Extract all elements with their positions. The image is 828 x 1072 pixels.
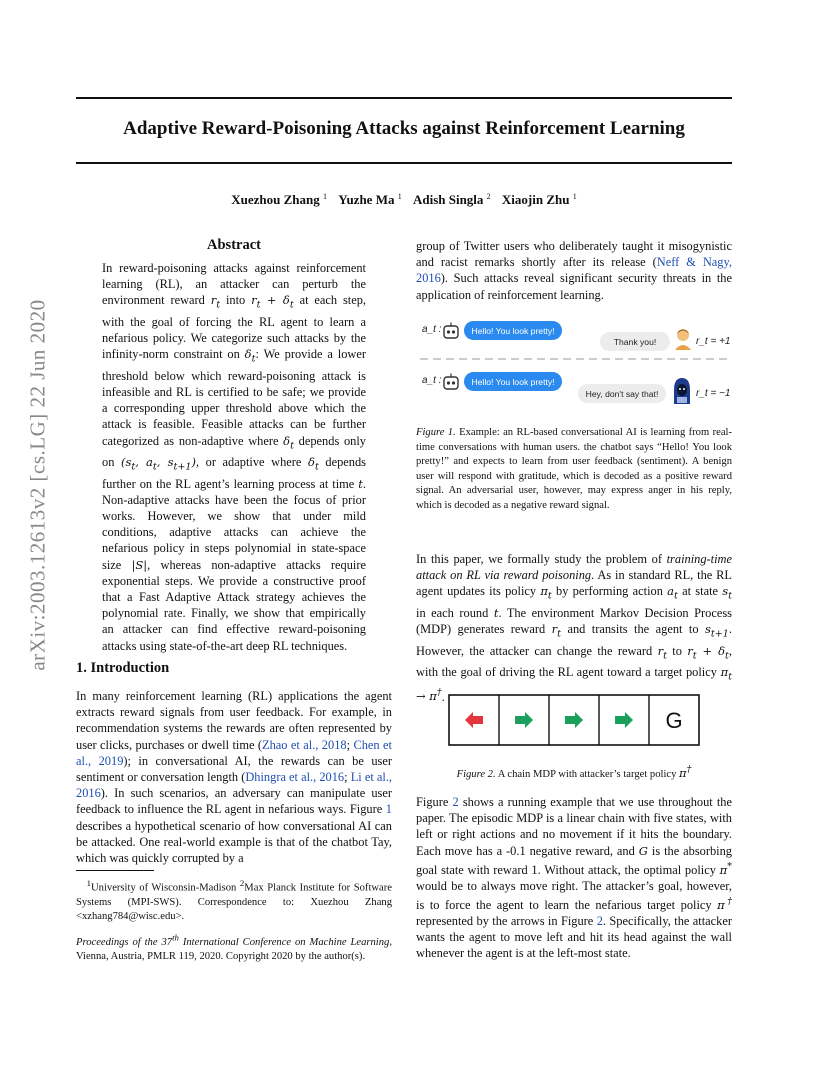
- author-list: [76, 192, 732, 208]
- robot-icon: [444, 323, 458, 339]
- negative-reward-label: r_t = −1: [696, 388, 731, 399]
- figure-1-chatbot-illustration: [416, 312, 732, 418]
- citation-link[interactable]: Zhao et al., 2018: [262, 737, 347, 752]
- citation-link[interactable]: Chen et al., 2019: [76, 737, 392, 768]
- proceedings-note: Proceedings of the 37th International Conference on Machine Learning, Vienna, Austria, PMLR 119, 2020. Copyright 2020 by the author(s).: [76, 932, 392, 962]
- arxiv-watermark: arXiv:2003.12613v2 [cs.LG] 22 Jun 2020: [25, 299, 50, 671]
- citation-link[interactable]: Dhingra et al., 2016: [245, 770, 345, 785]
- figure-2-caption: Figure 2. A chain MDP with attacker’s target policy π†: [456, 764, 692, 780]
- action-label: a_t :: [422, 375, 442, 386]
- bot-message-text: Hello! You look pretty!: [471, 377, 555, 387]
- figure-ref-link[interactable]: 2: [596, 914, 603, 929]
- bot-message-text: Hello! You look pretty!: [471, 326, 555, 336]
- title-top-rule: [76, 97, 732, 99]
- figure-2-chain-mdp: [448, 694, 700, 746]
- benign-user-icon: [675, 329, 691, 350]
- robot-icon: [444, 374, 458, 390]
- author-name: Xiaojin Zhu $^1$: [501, 192, 577, 207]
- introduction-heading: 1. Introduction: [76, 660, 170, 676]
- introduction-body: In many reinforcement learning (RL) applications the agent extracts reward signals from user feedback. For example, in recommendation systems the rewards are often represented by user clicks, purchases or dwell time (Zhao et al., 2018; Chen et al., 2019); in conversational AI, the rewards can be user sentiment or conversation length (Dhingra et al., 2016; Li et al., 2016). In such scenarios, an adversary can manipulate user feedback to influence the RL agent in nefarious ways. Figure 1 describes a hypothetical scenario of how conversational AI can be attacked. One real-world example is that of the chatbot Tay, which was quickly corrupted by a: [76, 689, 393, 866]
- figure-ref-link[interactable]: 2: [452, 795, 459, 809]
- paper-title: Adaptive Reward-Poisoning Attacks against Reinforcement Learning: [123, 118, 685, 139]
- goal-state-label: G: [665, 708, 683, 733]
- author-name: Yuzhe Ma $^1$: [338, 192, 402, 207]
- citation-link[interactable]: Li et al., 2016: [76, 770, 393, 801]
- adversarial-reply-text: Hey, don't say that!: [585, 389, 659, 399]
- footnote-rule: [76, 870, 154, 871]
- tay-paragraph: group of Twitter users who deliberately taught it misogynistic and racist remarks shortly after its release (Neff & Nagy, 2016). Such attacks reveal significant security threats in the application of reinforcement learning.: [416, 239, 732, 302]
- abstract-body: In reward-poisoning attacks against reinforcement learning (RL), an attacker can perturb the environment reward $r_t$ into $r_t + \delta_t$ at each step, with the goal of forcing the RL agent to learn a nefarious policy. We categorize such attacks by the infinity-norm constraint on $\delta_t$: We provide a lower threshold below which reward-poisoning attack is infeasible and RL is certified to be safe; we provide a corresponding upper threshold above which the attack is feasible. Feasible attacks can be further categorized as non-adaptive where $\delta_t$ depends only on ($s_t$, $a_t$, $s_{t+1}$), or adaptive where $\delta_t$ depends further on the RL agent’s learning process at time t. Non-adaptive attacks have been the focus of prior works. However, we show that under mild conditions, adaptive attacks can achieve the nefarious policy in steps polynomial in state-space size |S|, whereas non-adaptive attacks require exponential steps. We provide a constructive proof that a Fast Adaptive Attack strategy achieves the polynomial rate. Finally, we show that empirically an attacker can find effective reward-poisoning attacks using state-of-the-art deep RL techniques.: [102, 261, 367, 653]
- hacker-icon: [674, 378, 690, 404]
- problem-paragraph: In this paper, we formally study the problem of training-time attack on RL via reward poisoning. As in standard RL, the RL agent updates its policy $\pi_t$ by performing action $a_t$ at state $s_t$ in each round t. The environment Markov Decision Process (MDP) generates reward $r_t$ and transits the agent to $s_{t+1}$. However, the attacker can change the reward $r_t$ to $r_t + \delta_t$, with the goal of driving the RL agent toward a target policy $\pi_t \to \pi^\dagger$.: [416, 552, 733, 704]
- positive-reward-label: r_t = +1: [696, 336, 731, 347]
- author-name: Xuezhou Zhang $^1$: [231, 192, 327, 207]
- running-example-paragraph: Figure 2 shows a running example that we use throughout the paper. The episodic MDP is a linear chain with five states, with left or right actions and no movement if it hits the boundary. Each move has a -0.1 negative reward, and G is the absorbing goal state with reward 1. Without attack, the optimal policy π* would be to always move right. The attacker’s goal, however, is to force the agent to learn the nefarious target policy π† represented by the arrows in Figure 2. Specifically, the attacker wants the agent to move left and hit its head against the wall whenever the agent is at the left-most state.: [416, 795, 733, 961]
- citation-link[interactable]: Neff & Nagy, 2016: [416, 255, 732, 286]
- benign-reply-text: Thank you!: [613, 337, 657, 347]
- figure-1-caption: Figure 1. Example: an RL-based conversational AI is learning from real-time conversations with human users. the chatbot says “Hello! You look pretty!” and expects to learn from user feedback (sentiment). A benign user will respond with gratitude, which is decoded as a positive reward signal. An adversarial user, however, may express anger in his reply, which is decoded as a negative reward signal.: [416, 427, 732, 511]
- action-label: a_t :: [422, 324, 442, 335]
- author-name: Adish Singla $^2$: [412, 192, 491, 207]
- abstract-heading: Abstract: [207, 237, 261, 253]
- title-bottom-rule: [76, 162, 732, 164]
- figure-ref-link[interactable]: 1: [385, 802, 392, 817]
- footnote: $^1$University of Wisconsin-Madison $^2$Max Planck Institute for Software Systems (MPI-SWS). Correspondence to: Xuezhou Zhang <xzhang784@wisc.edu>.: [76, 878, 392, 922]
